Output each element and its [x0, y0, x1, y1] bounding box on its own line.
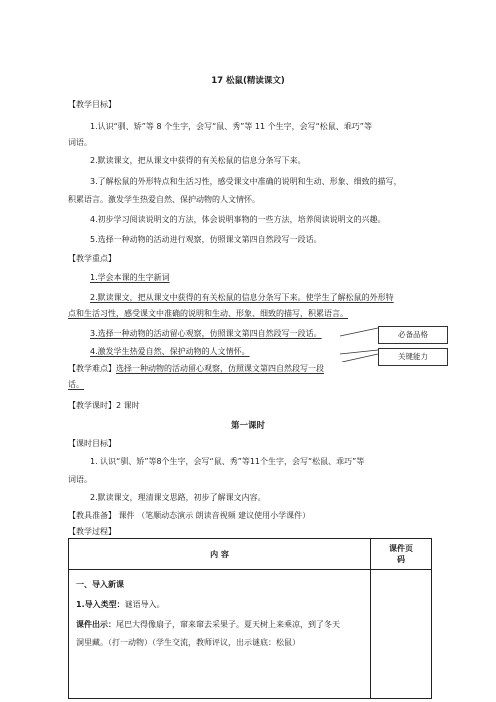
section-title: 一、导入新课 — [76, 580, 124, 589]
page-header-line-2: 码 — [397, 555, 406, 564]
difficulty-line — [68, 363, 324, 375]
courseware-line — [76, 619, 416, 631]
teaching-hours: 【教学课时】2 课时 — [68, 401, 140, 410]
lesson-goals-header: 【课时目标】 — [68, 439, 116, 448]
key-point: 点和生活习性，感受课文中准确的说明和生动、形象、细致的描写，积累语言。 — [68, 309, 348, 318]
goal-line: 积累语言。激发学生热爱自然、保护动物的人文情怀。 — [68, 195, 260, 204]
import-type-line — [76, 599, 416, 611]
lesson-title: 第一课时 — [230, 421, 265, 431]
import-type-label: 1.导入类型： — [76, 600, 125, 609]
goal-line: 1.认识“驯、矫”等 8 个生字，会写“鼠、秀”等 11 个生字，会写“松鼠、乖巧”等 — [90, 122, 372, 131]
process-header: 【教学过程】 — [68, 527, 116, 536]
page-column-header — [371, 539, 432, 570]
difficulty-cont: 话。 — [68, 380, 84, 389]
preparation: 【教具准备】 课件 （笔顺动态演示 朗读音视频 建议使用小学课件） — [68, 511, 311, 520]
tag-ability: 关键能力 — [378, 348, 448, 366]
content-column-header: 内 容 — [69, 539, 371, 570]
goal-line: 词语。 — [68, 138, 92, 147]
key-point: 4.激发学生热爱自然、保护动物的人文情怀。 — [90, 347, 250, 356]
key-point: 3.选择一种动物的活动留心观察，仿照课文第四自然段写一段话。 — [90, 329, 322, 338]
document-title: 17 松鼠(精读课文) — [211, 76, 285, 86]
courseware-label: 课件出示： — [76, 620, 116, 629]
table-header-row — [69, 539, 432, 570]
goal-line: 2.默读课文，把从课文中获得的有关松鼠的信息分条写下来。 — [90, 156, 306, 165]
process-table — [68, 538, 432, 699]
lesson-goal-line: 1. 认识“驯、矫”等8个生字，会写“鼠、秀”等11个生字，会写“松鼠、乖巧”等 — [90, 457, 365, 466]
import-type-value: 谜语导入。 — [124, 600, 165, 609]
page-header-line-1: 课件页 — [389, 544, 414, 553]
content-cell — [69, 570, 371, 699]
lesson-goal-line: 2.默读课文，理清课文思路，初步了解课文内容。 — [90, 493, 266, 502]
difficulty-label: 【教学难点】 — [68, 364, 116, 373]
goal-line: 5.选择一种动物的活动进行观察，仿照课文第四自然段写一段话。 — [90, 235, 322, 244]
tag-character: 必备品格 — [378, 326, 448, 344]
key-header: 【教学重点】 — [68, 254, 116, 263]
table-row — [69, 570, 432, 699]
goal-line: 3.了解松鼠的外形特点和生活习性，感受课文中准确的说明和生动、形象、细致的描写， — [90, 177, 402, 186]
goals-header: 【教学目标】 — [68, 100, 116, 109]
courseware-text: 尾巴大得像扇子，窜来窜去采果子。夏天树上来乘凉，到了冬天 — [116, 620, 340, 629]
key-point: 2.默读课文，把从课文中获得的有关松鼠的信息分条写下来。使学生了解松鼠的外形特 — [90, 293, 394, 302]
key-point: 1.学会本课的生字新词 — [90, 273, 170, 282]
connector-lines — [340, 322, 380, 362]
difficulty-text: 选择一种动物的活动留心观察，仿照课文第四自然段写一段 — [116, 364, 324, 373]
courseware-cont: 洞里藏。（打一动物）（学生交流，教师评议，出示谜底：松鼠） — [76, 638, 300, 647]
lesson-goal-line: 词语。 — [68, 475, 92, 484]
goal-line: 4.初步学习阅读说明文的方法，体会说明事物的一些方法，培养阅读说明文的兴趣。 — [90, 215, 386, 224]
